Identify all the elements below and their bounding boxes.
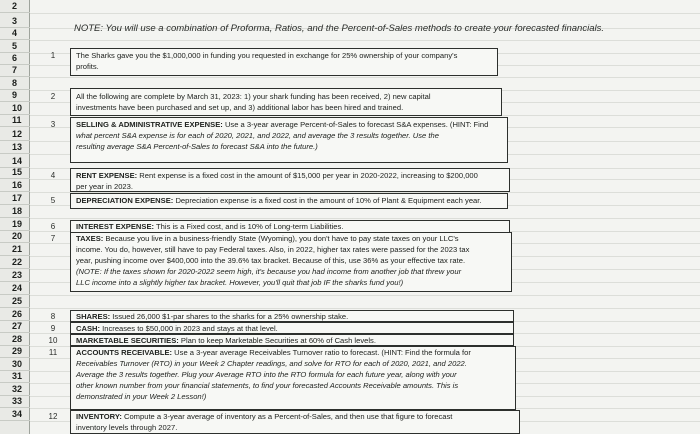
instruction-text: resulting average S&A Percent-of-Sales to forecast S&A into the future.)	[76, 142, 318, 151]
grid-line	[30, 308, 700, 309]
row-number[interactable]: 31	[0, 370, 30, 383]
instruction-text: Use a 3-year average Receivables Turnover ratio to forecast. (HINT: Find the formula for	[172, 348, 471, 357]
instruction-line	[76, 391, 206, 402]
grid-line	[30, 77, 700, 78]
instruction-line	[76, 130, 439, 141]
row-number[interactable]: 28	[0, 333, 30, 346]
row-number[interactable]: 19	[0, 218, 30, 231]
row-number[interactable]: 14	[0, 155, 30, 168]
item-number: 7	[50, 234, 56, 243]
note-text: NOTE: You will use a combination of Proforma, Ratios, and the Percent-of-Sales methods to create your forecasted financials.	[74, 23, 604, 34]
instruction-line	[76, 195, 481, 206]
row-number[interactable]: 24	[0, 282, 30, 295]
instruction-text: demonstrated in your Week 2 Lesson!)	[76, 392, 207, 401]
row-number[interactable]: 30	[0, 358, 30, 371]
instruction-line	[76, 141, 318, 152]
row-number[interactable]: 23	[0, 269, 30, 282]
item-number: 3	[50, 120, 56, 129]
row-number[interactable]: 2	[0, 0, 30, 13]
row-number[interactable]: 12	[0, 128, 30, 141]
row-header-column	[0, 0, 30, 434]
instruction-heading: CASH:	[76, 324, 101, 333]
instruction-text: year, pushing income over $400,000 into the 39.6% tax bracket. Because of this, use 36% as your effective tax rate.	[76, 256, 466, 265]
instruction-text: what percent S&A expense is for each of 2020, 2021, and 2022, and average the 3 results together. Use the	[76, 131, 439, 140]
instruction-line	[76, 170, 478, 181]
grid-line	[30, 295, 700, 296]
row-number[interactable]: 11	[0, 114, 30, 127]
row-number[interactable]: 21	[0, 243, 30, 256]
instruction-text: Increases to $50,000 in 2023 and stays at that level.	[100, 324, 278, 333]
instruction-heading: ACCOUNTS RECEIVABLE:	[76, 348, 173, 357]
instruction-text: investments have been purchased and set up, and 3) additional labor has been hired and trained.	[76, 103, 404, 112]
row-number[interactable]: 26	[0, 308, 30, 321]
instruction-line	[76, 50, 457, 61]
instruction-line	[76, 221, 343, 232]
instruction-text: Plan to keep Marketable Securities at 60% of Cash levels.	[178, 336, 376, 345]
instruction-text: per year in 2023.	[76, 182, 133, 191]
instruction-line	[76, 411, 452, 422]
instruction-line	[76, 61, 99, 72]
row-number[interactable]: 34	[0, 408, 30, 421]
instruction-heading: SHARES:	[76, 312, 111, 321]
row-number[interactable]: 25	[0, 295, 30, 308]
instruction-text: Issued 26,000 $1-par shares to the sharks for a 25% ownership stake.	[110, 312, 349, 321]
instruction-line	[76, 347, 471, 358]
item-number: 8	[50, 312, 56, 321]
instruction-heading: RENT EXPENSE:	[76, 171, 138, 180]
item-number: 1	[50, 51, 56, 60]
item-number: 12	[48, 412, 58, 421]
instruction-line	[76, 380, 458, 391]
instruction-line	[76, 119, 488, 130]
row-number[interactable]: 22	[0, 256, 30, 269]
item-number: 10	[48, 336, 58, 345]
instruction-text: Rent expense is a fixed cost in the amount of $15,000 per year in 2020-2022, increasing to $200,000	[137, 171, 478, 180]
grid-line	[30, 40, 700, 41]
row-number[interactable]: 15	[0, 166, 30, 179]
instruction-text: (NOTE: If the taxes shown for 2020-2022 seem high, it's because you had income from another job that threw your	[76, 267, 462, 276]
instruction-line	[76, 244, 469, 255]
row-number[interactable]: 5	[0, 40, 30, 53]
row-number[interactable]: 18	[0, 205, 30, 218]
item-number: 9	[50, 324, 56, 333]
instruction-line	[76, 277, 403, 288]
instruction-heading: DEPRECIATION EXPENSE:	[76, 196, 174, 205]
item-number: 6	[50, 222, 56, 231]
row-number[interactable]: 8	[0, 77, 30, 90]
item-number: 5	[50, 196, 56, 205]
row-number[interactable]: 6	[0, 52, 30, 65]
item-number: 4	[50, 171, 56, 180]
row-number[interactable]: 17	[0, 192, 30, 205]
instruction-line	[76, 233, 459, 244]
instruction-line	[76, 255, 465, 266]
row-number[interactable]: 29	[0, 345, 30, 358]
instruction-line	[76, 311, 348, 322]
instruction-heading: INTEREST EXPENSE:	[76, 222, 155, 231]
row-number[interactable]: 4	[0, 27, 30, 40]
instruction-heading: INVENTORY:	[76, 412, 122, 421]
instruction-text: Average the 3 results together. Plug your Average RTO into the RTO formula for each future year, along with your	[76, 370, 457, 379]
instruction-text: Compute a 3-year average of inventory as a Percent-of-Sales, and then use that figure to forecast	[121, 412, 453, 421]
row-number[interactable]: 32	[0, 383, 30, 396]
instruction-text: Use a 3-year average Percent-of-Sales to forecast S&A expenses. (HINT: Find	[222, 120, 489, 129]
instruction-text: Receivables Turnover (RTO) in your Week 2 Chapter readings, and solve for RTO for each of 2020, 2021, and 2022.	[76, 359, 467, 368]
row-number[interactable]: 20	[0, 230, 30, 243]
instruction-text: Because you live in a business-friendly State (Wyoming), you don't have to pay state taxes on your LLC's	[103, 234, 459, 243]
row-number[interactable]: 33	[0, 395, 30, 408]
instruction-text: profits.	[76, 62, 99, 71]
instruction-line	[76, 358, 467, 369]
instruction-heading: MARKETABLE SECURITIES:	[76, 336, 179, 345]
row-number[interactable]: 27	[0, 320, 30, 333]
item-number: 11	[48, 348, 58, 357]
instruction-heading: TAXES:	[76, 234, 104, 243]
instruction-line	[76, 323, 278, 334]
instruction-text: other known number from your financial statements, to find your forecasted Accounts Receivable amounts. This is	[76, 381, 459, 390]
instruction-line	[76, 335, 376, 346]
instruction-text: inventory levels through 2027.	[76, 423, 178, 432]
instruction-text: LLC income into a slightly higher tax bracket. However, you'll quit that job IF the sharks fund you!)	[76, 278, 404, 287]
instruction-text: The Sharks gave you the $1,000,000 in funding you requested in exchange for 25% ownership of your company's	[76, 51, 458, 60]
row-number[interactable]: 13	[0, 141, 30, 154]
grid-line	[30, 13, 700, 14]
instruction-line	[76, 422, 177, 433]
instruction-line	[76, 181, 133, 192]
instruction-line	[76, 369, 457, 380]
row-number[interactable]: 7	[0, 64, 30, 77]
row-number[interactable]: 9	[0, 89, 30, 102]
instruction-line	[76, 91, 431, 102]
row-number[interactable]: 3	[0, 15, 30, 28]
instruction-heading: SELLING & ADMINISTRATIVE EXPENSE:	[76, 120, 223, 129]
instruction-text: Depreciation expense is a fixed cost in the amount of 10% of Plant & Equipment each year.	[173, 196, 482, 205]
instruction-line	[76, 266, 461, 277]
item-number: 2	[50, 92, 56, 101]
row-number[interactable]: 16	[0, 179, 30, 192]
instruction-line	[76, 102, 403, 113]
grid-line	[30, 218, 700, 219]
instruction-text: income. You do, however, still have to pay Federal taxes. Also, in 2022, higher tax rates were passed for the 2023 tax	[76, 245, 470, 254]
instruction-text: This is a Fixed cost, and is 10% of Long-term Liabilities.	[154, 222, 344, 231]
instruction-text: All the following are complete by March 31, 2023: 1) your shark funding has been received, 2) new capital	[76, 92, 431, 101]
row-number[interactable]: 10	[0, 102, 30, 115]
